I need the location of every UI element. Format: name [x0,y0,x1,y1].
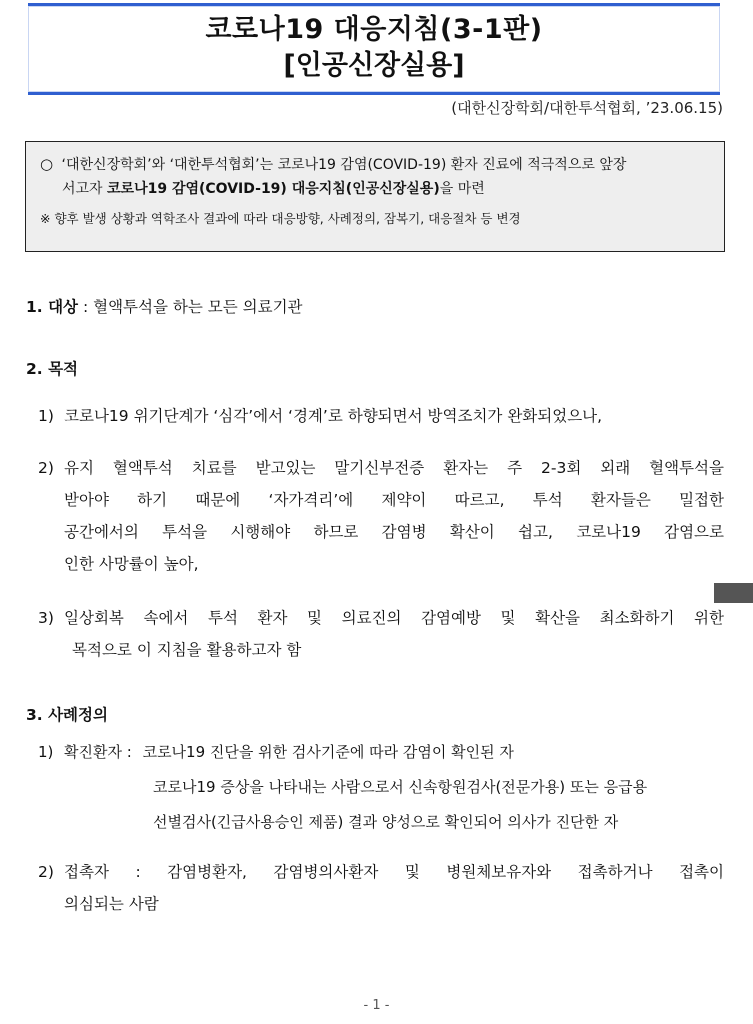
section-target [26,295,303,317]
page-number: - 1 - [363,998,390,1013]
notice-text-1: ‘대한신장학회’와 ‘대한투석협회’는 코로나19 감염(COVID-19) 환자 진료에 적극적으로 앞장 [61,157,627,173]
purpose-item-2 [38,452,724,580]
definition-1-text-1: 코로나19 진단을 위한 검사기준에 따라 감염이 확인된 자 [142,743,514,761]
section-case-definition-heading: 3. 사례정의 [26,706,108,724]
purpose-item-3 [38,602,724,666]
definition-2 [38,856,724,920]
purpose-item-2-text-1: 유지 혈액투석 치료를 받고있는 말기신부전증 환자는 주 2-3회 외래 혈액투석을 [64,459,724,477]
section-target-body: : 혈액투석을 하는 모든 의료기관 [78,298,303,316]
definition-1-line-1 [38,741,514,762]
definition-2-line-1 [38,856,724,888]
purpose-item-3-text-1: 일상회복 속에서 투석 환자 및 의료진의 감염예방 및 확산을 최소화하기 위한 [64,609,724,627]
definition-2-text-1: 접촉자 : 감염병환자, 감염병의사환자 및 병원체보유자와 접촉하거나 접촉이 [64,863,724,881]
section-case-definition-title [26,703,108,725]
purpose-item-1 [38,400,724,432]
notice-text-2c: 을 마련 [439,181,485,197]
notice-line-1 [40,152,714,177]
definition-2-line-2: 의심되는 사람 [64,895,159,913]
section-target-title: 1. 대상 [26,298,79,316]
purpose-item-2-line-1 [38,452,724,484]
purpose-item-3-line-1 [38,602,724,634]
definition-1-number: 1) [38,743,54,761]
purpose-item-1-text: 코로나19 위기단계가 ‘심각’에서 ‘경계’로 하향되면서 방역조치가 완화되었으나, [64,407,603,425]
definition-1-label: 확진환자 : [64,743,132,761]
definition-2-number: 2) [38,863,54,881]
document-title-box [28,3,720,95]
purpose-item-2-line-3: 공간에서의 투석을 시행해야 하므로 감염병 확산이 쉽고, 코로나19 감염으로 [64,523,724,541]
notice-line-2 [40,177,714,201]
purpose-item-2-line-2: 받아야 하기 때문에 ‘자가격리’에 제약이 따르고, 투석 환자들은 밀접한 [64,491,724,509]
notice-text-2a: 서고자 [62,181,108,197]
definition-1-line-2: 코로나19 증상을 나타내는 사람으로서 신속항원검사(전문가용) 또는 응급용 [153,778,648,796]
source-attribution: (대한신장학회/대한투석협회, ’23.06.15) [451,99,723,117]
purpose-item-3-line-2: 목적으로 이 지침을 활용하고자 함 [72,641,302,659]
purpose-item-2-line-4: 인한 사망률이 높아, [64,555,199,573]
notice-note: ※ 향후 발생 상황과 역학조사 결과에 따라 대응방향, 사례정의, 잠복기, 대응절차 등 변경 [40,211,521,226]
section-purpose-title [26,357,78,379]
section-purpose-heading: 2. 목적 [26,360,79,378]
circle-bullet-icon: ○ [40,155,54,173]
notice-box [25,141,725,252]
document-subtitle: [인공신장실용] [283,50,465,81]
document-title: 코로나19 대응지침(3-1판) [205,14,543,45]
notice-text-2-bold: 코로나19 감염(COVID-19) 대응지침(인공신장실용) [107,181,440,197]
purpose-item-3-number: 3) [38,609,54,627]
definition-1-line-3: 선별검사(긴급사용승인 제품) 결과 양성으로 확인되어 의사가 진단한 자 [153,813,619,831]
purpose-item-2-number: 2) [38,459,54,477]
side-bookmark-tab [714,583,753,603]
purpose-item-1-number: 1) [38,407,54,425]
